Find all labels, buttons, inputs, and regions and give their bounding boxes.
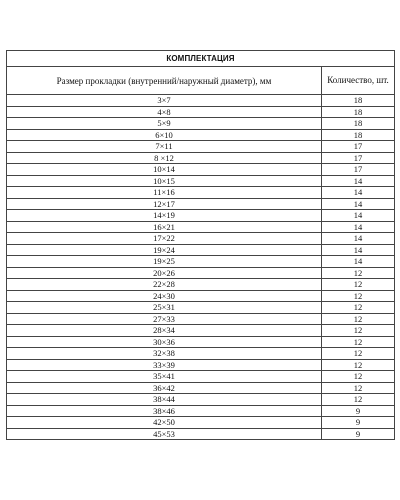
cell-size: 35×41 <box>7 371 322 383</box>
cell-size: 30×36 <box>7 336 322 348</box>
table-row <box>7 348 395 360</box>
cell-quantity: 14 <box>322 198 395 210</box>
cell-quantity: 17 <box>322 141 395 153</box>
cell-quantity: 12 <box>322 382 395 394</box>
cell-size: 38×46 <box>7 405 322 417</box>
table-row <box>7 267 395 279</box>
cell-quantity: 18 <box>322 95 395 107</box>
cell-size: 32×38 <box>7 348 322 360</box>
cell-size: 28×34 <box>7 325 322 337</box>
cell-quantity: 12 <box>322 336 395 348</box>
table-row <box>7 106 395 118</box>
table-row <box>7 359 395 371</box>
cell-quantity: 12 <box>322 394 395 406</box>
table-row <box>7 256 395 268</box>
cell-size: 22×28 <box>7 279 322 291</box>
cell-size: 10×14 <box>7 164 322 176</box>
table-row <box>7 405 395 417</box>
cell-size: 12×17 <box>7 198 322 210</box>
cell-quantity: 14 <box>322 175 395 187</box>
cell-size: 38×44 <box>7 394 322 406</box>
cell-quantity: 12 <box>322 290 395 302</box>
cell-size: 3×7 <box>7 95 322 107</box>
cell-quantity: 14 <box>322 244 395 256</box>
cell-size: 7×11 <box>7 141 322 153</box>
table-row <box>7 244 395 256</box>
cell-size: 25×31 <box>7 302 322 314</box>
cell-size: 5×9 <box>7 118 322 130</box>
cell-quantity: 12 <box>322 267 395 279</box>
table-row <box>7 141 395 153</box>
table-row <box>7 371 395 383</box>
cell-quantity: 12 <box>322 302 395 314</box>
cell-size: 14×19 <box>7 210 322 222</box>
table-body <box>7 95 395 440</box>
cell-quantity: 18 <box>322 129 395 141</box>
table-row <box>7 325 395 337</box>
table-title-row <box>7 51 395 67</box>
cell-size: 19×24 <box>7 244 322 256</box>
cell-quantity: 9 <box>322 417 395 429</box>
equipment-table-container <box>6 50 394 440</box>
cell-size: 17×22 <box>7 233 322 245</box>
cell-size: 19×25 <box>7 256 322 268</box>
cell-size: 11×16 <box>7 187 322 199</box>
column-header-size: Размер прокладки (внутренний/наружный диаметр), мм <box>7 67 322 95</box>
table-row <box>7 279 395 291</box>
cell-quantity: 14 <box>322 256 395 268</box>
cell-size: 33×39 <box>7 359 322 371</box>
cell-quantity: 12 <box>322 313 395 325</box>
cell-quantity: 9 <box>322 428 395 440</box>
table-row <box>7 313 395 325</box>
table-row <box>7 336 395 348</box>
cell-size: 27×33 <box>7 313 322 325</box>
table-row <box>7 221 395 233</box>
cell-size: 45×53 <box>7 428 322 440</box>
cell-quantity: 14 <box>322 187 395 199</box>
table-title: КОМПЛЕКТАЦИЯ <box>7 51 395 67</box>
cell-quantity: 14 <box>322 210 395 222</box>
equipment-table <box>6 50 395 440</box>
cell-quantity: 14 <box>322 221 395 233</box>
cell-size: 10×15 <box>7 175 322 187</box>
cell-quantity: 12 <box>322 348 395 360</box>
cell-size: 4×8 <box>7 106 322 118</box>
table-row <box>7 95 395 107</box>
cell-quantity: 14 <box>322 233 395 245</box>
table-row <box>7 417 395 429</box>
cell-quantity: 12 <box>322 359 395 371</box>
table-row <box>7 164 395 176</box>
table-row <box>7 175 395 187</box>
table-row <box>7 152 395 164</box>
table-row <box>7 382 395 394</box>
table-row <box>7 129 395 141</box>
cell-quantity: 17 <box>322 164 395 176</box>
table-row <box>7 290 395 302</box>
table-row <box>7 198 395 210</box>
cell-quantity: 18 <box>322 106 395 118</box>
table-header-row <box>7 67 395 95</box>
table-row <box>7 428 395 440</box>
cell-size: 16×21 <box>7 221 322 233</box>
cell-quantity: 12 <box>322 279 395 291</box>
cell-quantity: 9 <box>322 405 395 417</box>
table-row <box>7 118 395 130</box>
table-row <box>7 210 395 222</box>
table-row <box>7 394 395 406</box>
cell-quantity: 12 <box>322 325 395 337</box>
cell-size: 42×50 <box>7 417 322 429</box>
table-row <box>7 233 395 245</box>
table-row <box>7 187 395 199</box>
cell-size: 36×42 <box>7 382 322 394</box>
column-header-quantity: Количество, шт. <box>322 67 395 95</box>
cell-size: 8 ×12 <box>7 152 322 164</box>
cell-size: 6×10 <box>7 129 322 141</box>
cell-quantity: 17 <box>322 152 395 164</box>
cell-size: 24×30 <box>7 290 322 302</box>
cell-size: 20×26 <box>7 267 322 279</box>
cell-quantity: 12 <box>322 371 395 383</box>
table-row <box>7 302 395 314</box>
cell-quantity: 18 <box>322 118 395 130</box>
